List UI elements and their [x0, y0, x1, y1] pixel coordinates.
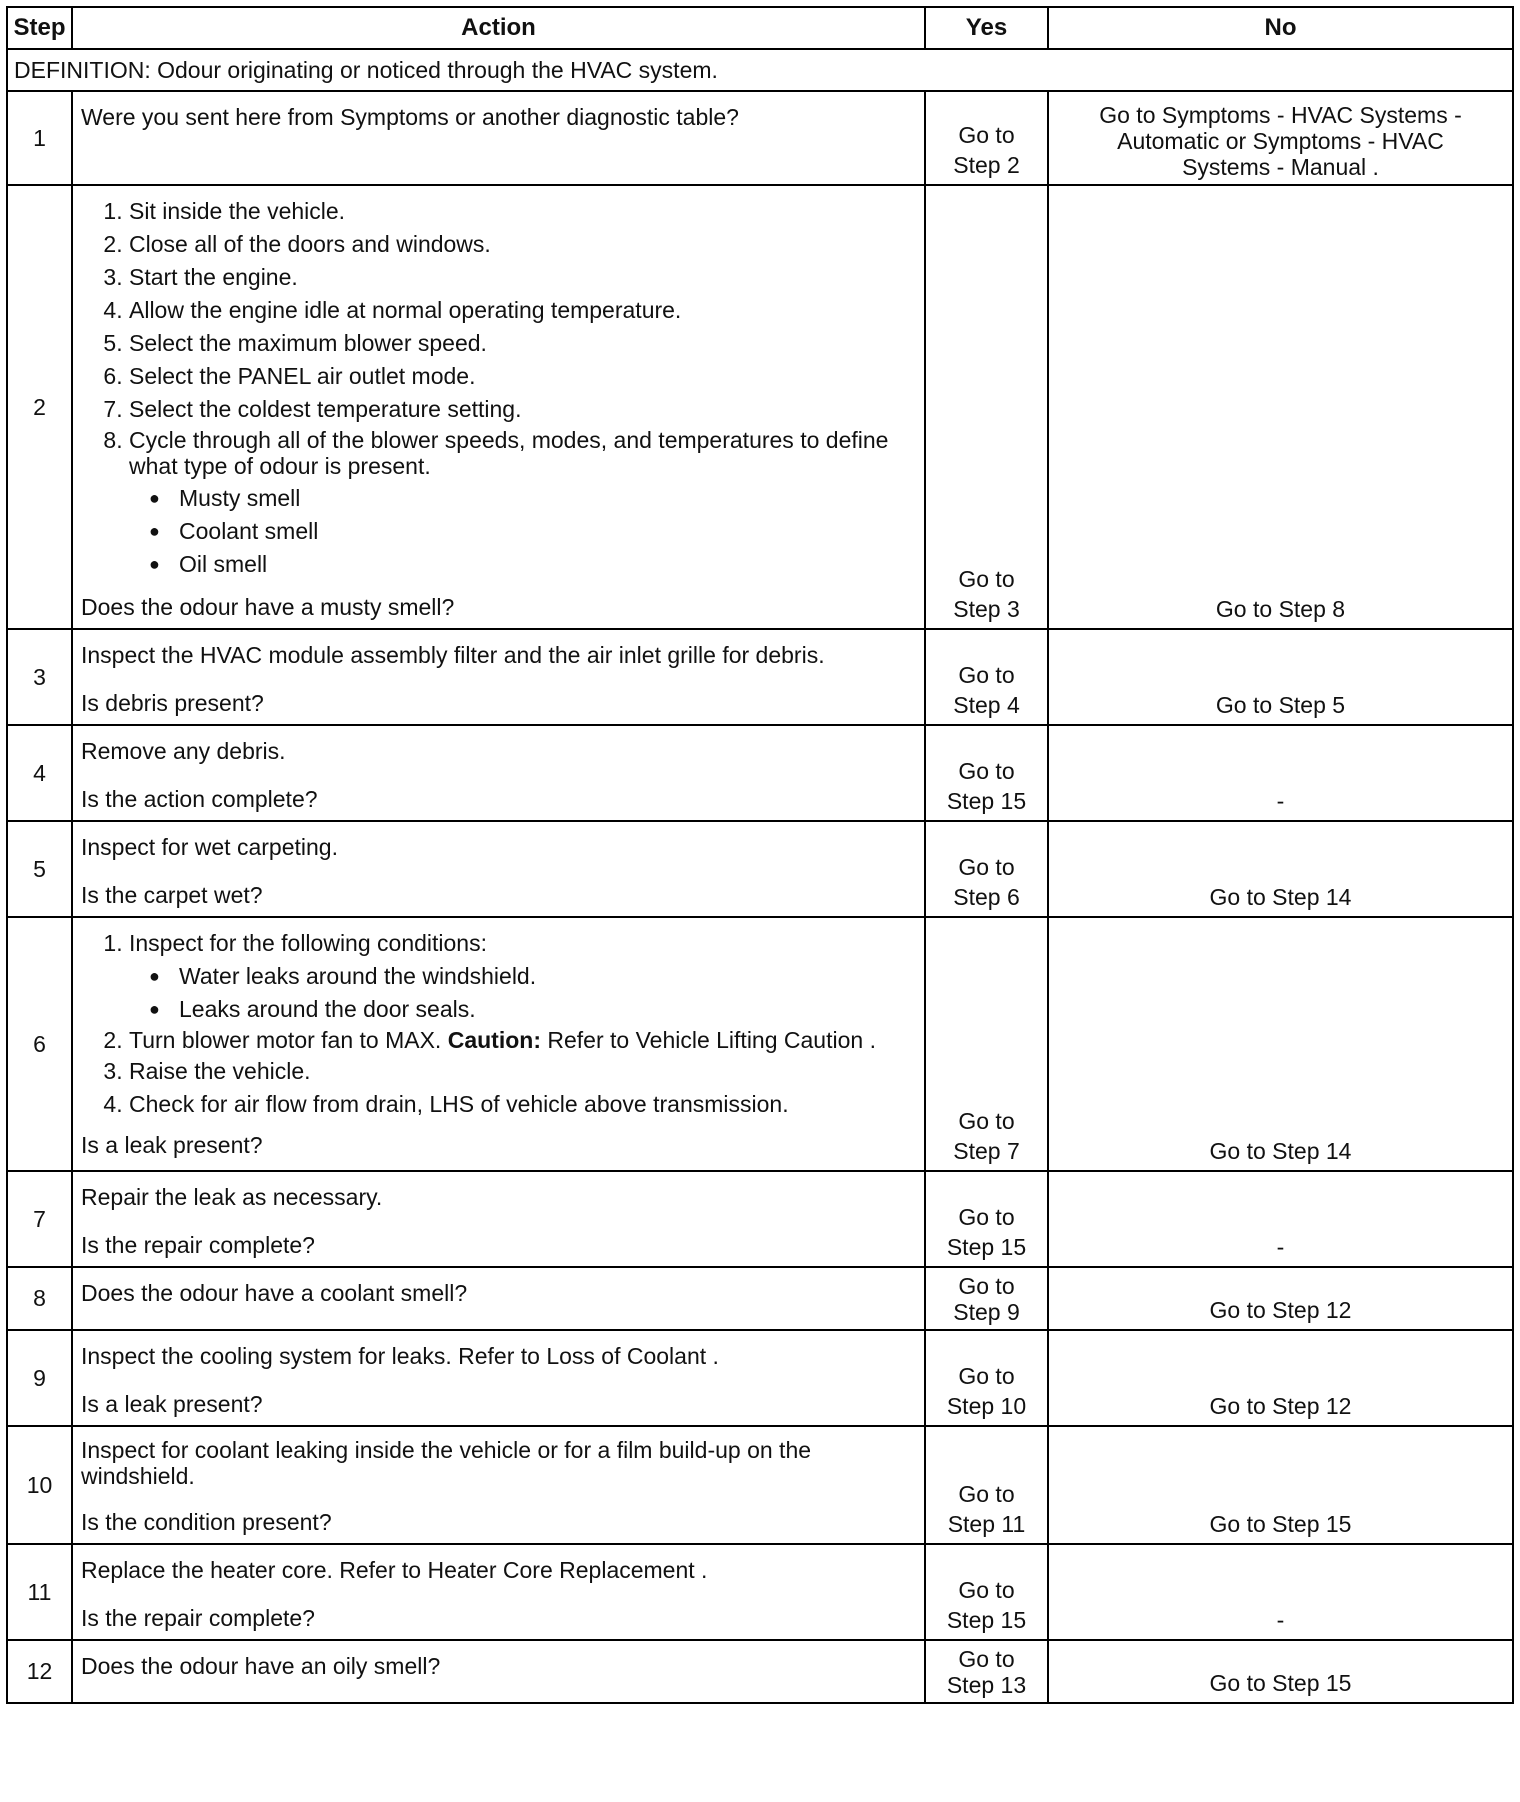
action-text: Inspect the HVAC module assembly filter and the air inlet grille for debris.: [81, 642, 825, 668]
list-item-text: Inspect for the following conditions:: [129, 930, 487, 956]
table-row: [7, 917, 1513, 1171]
no-text: Go to Step 5: [1215, 692, 1346, 718]
action-text: Were you sent here from Symptoms or another diagnostic table?: [81, 104, 739, 130]
no-text: Go to Symptoms - HVAC Systems -: [1099, 102, 1462, 128]
yes-cell: [925, 185, 1048, 629]
yes-cell: [925, 917, 1048, 1171]
yes-text: Step 6: [953, 884, 1020, 910]
step-number: 9: [7, 1330, 72, 1426]
action-text: Inspect the cooling system for leaks. Refer to Loss of Coolant .: [81, 1343, 719, 1369]
yes-cell: [925, 1640, 1048, 1703]
no-cell: [1048, 1640, 1513, 1703]
header-yes: Yes: [925, 7, 1048, 49]
yes-text: Step 7: [953, 1138, 1020, 1164]
list-item: 3. Start the engine.: [129, 262, 918, 292]
action-cell: [72, 185, 925, 629]
action-text: Does the odour have a coolant smell?: [81, 1280, 468, 1306]
yes-text: Go to: [958, 854, 1015, 880]
table-row: [7, 1640, 1513, 1703]
no-text: -: [1276, 788, 1285, 814]
question-text: Is a leak present?: [81, 1391, 263, 1417]
yes-text: Step 3: [953, 596, 1020, 622]
no-text: Go to Step 14: [1209, 1138, 1352, 1164]
table-row: [7, 725, 1513, 821]
yes-cell: [925, 1544, 1048, 1640]
yes-text: Step 2: [953, 152, 1020, 178]
table-row: [7, 821, 1513, 917]
bullet-item: ● Coolant smell: [179, 516, 918, 546]
no-cell: [1048, 917, 1513, 1171]
caution-link[interactable]: Refer to Vehicle Lifting Caution .: [547, 1027, 876, 1053]
yes-text: Step 4: [953, 692, 1020, 718]
no-cell: [1048, 1544, 1513, 1640]
yes-text: Go to: [958, 566, 1015, 592]
header-step: Step: [7, 7, 72, 49]
yes-text: Go to: [958, 1363, 1015, 1389]
yes-cell: [925, 725, 1048, 821]
table-row: [7, 629, 1513, 725]
no-cell: [1048, 185, 1513, 629]
no-text: Automatic or Symptoms - HVAC: [1117, 128, 1444, 154]
action-text: Replace the heater core. Refer to Heater Core Replacement .: [81, 1557, 708, 1583]
procedure-list: [81, 928, 918, 1119]
yes-text: Step 15: [946, 788, 1027, 814]
list-item: 3. Raise the vehicle.: [129, 1056, 918, 1086]
definition-row: [7, 49, 1513, 91]
action-text: Remove any debris.: [81, 738, 286, 764]
procedure-list: [81, 196, 918, 579]
step-number: 11: [7, 1544, 72, 1640]
yes-cell: [925, 1171, 1048, 1267]
yes-cell: [925, 629, 1048, 725]
action-cell: [72, 1267, 925, 1330]
header-row: [7, 7, 1513, 49]
step-number: 7: [7, 1171, 72, 1267]
action-cell: [72, 821, 925, 917]
yes-cell: [925, 1267, 1048, 1330]
step-number: 5: [7, 821, 72, 917]
step-number: 4: [7, 725, 72, 821]
no-text: -: [1276, 1234, 1285, 1260]
step-number: 10: [7, 1426, 72, 1544]
no-cell: [1048, 91, 1513, 185]
question-text: Is the repair complete?: [81, 1605, 315, 1631]
yes-cell: [925, 1426, 1048, 1544]
question-text: Is the action complete?: [81, 786, 318, 812]
no-text: Go to Step 8: [1215, 596, 1346, 622]
no-text: Go to Step 12: [1209, 1393, 1352, 1419]
caution-label: Caution:: [447, 1027, 541, 1053]
table-row: [7, 185, 1513, 629]
table-row: [7, 1426, 1513, 1544]
no-cell: [1048, 725, 1513, 821]
list-item: 7. Select the coldest temperature setting.: [129, 394, 918, 424]
table-row: [7, 1267, 1513, 1330]
yes-text: Step 10: [946, 1393, 1027, 1419]
table-row: [7, 1171, 1513, 1267]
yes-cell: [925, 821, 1048, 917]
yes-text: Go to: [958, 1481, 1015, 1507]
yes-text: Go to: [958, 1577, 1015, 1603]
action-cell: [72, 1544, 925, 1640]
yes-text: Step 13: [946, 1672, 1027, 1698]
yes-cell: [925, 91, 1048, 185]
no-text: Go to Step 14: [1209, 884, 1352, 910]
yes-text: Go to: [958, 1108, 1015, 1134]
action-cell: [72, 629, 925, 725]
question-text: Is debris present?: [81, 690, 264, 716]
list-item-text: Turn blower motor fan to MAX.: [129, 1027, 442, 1053]
action-cell: [72, 1330, 925, 1426]
no-text: Go to Step 12: [1209, 1297, 1352, 1323]
action-cell: [72, 1171, 925, 1267]
no-cell: [1048, 629, 1513, 725]
yes-text: Step 15: [946, 1607, 1027, 1633]
no-cell: [1048, 1171, 1513, 1267]
no-text: Go to Step 15: [1209, 1670, 1352, 1696]
yes-text: Go to: [958, 758, 1015, 784]
header-no: No: [1048, 7, 1513, 49]
yes-text: Go to: [958, 662, 1015, 688]
question-text: Is the condition present?: [81, 1509, 332, 1535]
list-item: [129, 928, 918, 1024]
table-row: [7, 1544, 1513, 1640]
action-text: Inspect for wet carpeting.: [81, 834, 338, 860]
action-cell: [72, 725, 925, 821]
action-cell: [72, 1426, 925, 1544]
bullet-list: [129, 483, 918, 579]
action-cell: [72, 91, 925, 185]
no-text: Go to Step 15: [1209, 1511, 1352, 1537]
header-action: Action: [72, 7, 925, 49]
no-cell: [1048, 1426, 1513, 1544]
list-item: [129, 1027, 918, 1053]
action-cell: [72, 1640, 925, 1703]
bullet-item: ● Oil smell: [179, 549, 918, 579]
step-number: 12: [7, 1640, 72, 1703]
table-row: [7, 1330, 1513, 1426]
list-item: 4. Check for air flow from drain, LHS of vehicle above transmission.: [129, 1089, 918, 1119]
action-text: Inspect for coolant leaking inside the vehicle or for a film build-up on the: [81, 1437, 812, 1463]
question-text: Is a leak present?: [81, 1132, 263, 1158]
yes-cell: [925, 1330, 1048, 1426]
list-item-text: Cycle through all of the blower speeds, modes, and temperatures to define what type of odour is present.: [129, 427, 889, 479]
action-cell: [72, 917, 925, 1171]
action-text: Repair the leak as necessary.: [81, 1184, 383, 1210]
list-item: 4. Allow the engine idle at normal operating temperature.: [129, 295, 918, 325]
yes-text: Step 15: [946, 1234, 1027, 1260]
no-text: Systems - Manual .: [1182, 154, 1379, 180]
diagnostic-table-container: [6, 6, 1512, 1704]
list-item: 5. Select the maximum blower speed.: [129, 328, 918, 358]
list-item: [129, 427, 918, 579]
bullet-item: ● Musty smell: [179, 483, 918, 513]
yes-text: Go to: [958, 1204, 1015, 1230]
question-text: Is the carpet wet?: [81, 882, 263, 908]
action-text: windshield.: [81, 1463, 195, 1489]
step-number: 6: [7, 917, 72, 1171]
no-cell: [1048, 1330, 1513, 1426]
yes-text: Go to: [958, 1273, 1015, 1299]
list-item: 6. Select the PANEL air outlet mode.: [129, 361, 918, 391]
no-cell: [1048, 1267, 1513, 1330]
no-text: -: [1276, 1607, 1285, 1633]
step-number: 8: [7, 1267, 72, 1330]
question-text: Is the repair complete?: [81, 1232, 315, 1258]
list-item: 1. Sit inside the vehicle.: [129, 196, 918, 226]
bullet-item: ● Leaks around the door seals.: [179, 994, 918, 1024]
yes-text: Go to: [958, 1646, 1015, 1672]
yes-text: Step 11: [947, 1511, 1026, 1537]
no-cell: [1048, 821, 1513, 917]
definition-text: DEFINITION: Odour originating or noticed through the HVAC system.: [7, 49, 1513, 91]
step-number: 1: [7, 91, 72, 185]
step-number: 2: [7, 185, 72, 629]
table-row: [7, 91, 1513, 185]
bullet-item: ● Water leaks around the windshield.: [179, 961, 918, 991]
step-number: 3: [7, 629, 72, 725]
diagnostic-table: [6, 6, 1514, 1704]
bullet-list: [129, 961, 918, 1024]
yes-text: Go to: [958, 122, 1015, 148]
action-text: Does the odour have an oily smell?: [81, 1653, 441, 1679]
list-item: 2. Close all of the doors and windows.: [129, 229, 918, 259]
yes-text: Step 9: [953, 1299, 1020, 1325]
question-text: Does the odour have a musty smell?: [81, 594, 455, 620]
